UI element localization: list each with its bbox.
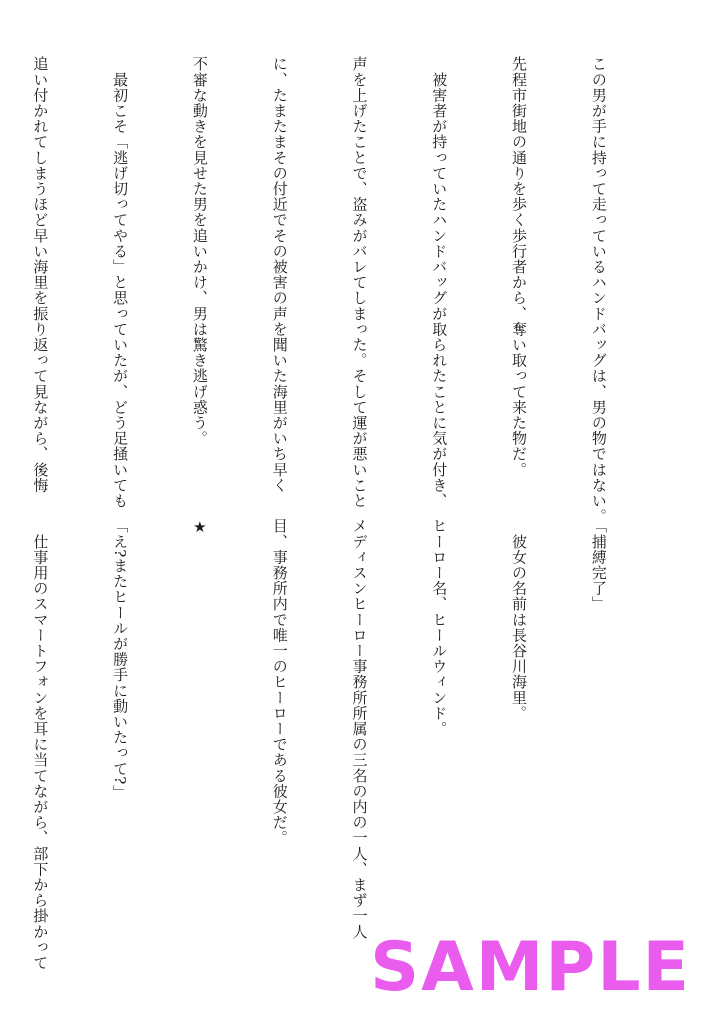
text-column: に、たまたまその付近でその被害の声を聞いた海里がいち早く: [270, 56, 289, 493]
section-separator-star: ★: [190, 518, 209, 537]
text-column: 仕事用のスマートフォンを耳に当てながら、部下から掛かって: [31, 518, 50, 971]
text-column: ヒーロー名、ヒールウィンド。: [430, 518, 449, 737]
text-column: 声を上げたことで、盗みがバレてしまった。そして運が悪いこと: [350, 56, 369, 509]
text-column: この男が手に持って走っているハンドバッグは、男の物ではない。: [589, 56, 608, 524]
text-column: 「え?またヒールが勝手に動いたって?」: [111, 518, 130, 801]
text-column: 「捕縛完了」: [589, 518, 608, 612]
text-column: 追い付かれてしまうほど早い海里を振り返って見ながら、後悔: [31, 56, 50, 493]
text-column: 目、事務所内で唯一のヒーローである彼女だ。: [270, 518, 289, 846]
text-column: 不審な動きを見せた男を追いかけ、男は驚き逃げ惑う。: [190, 56, 209, 446]
text-column: 最初こそ「逃げ切ってやる」と思っていたが、どう足掻いても: [111, 56, 130, 509]
sample-watermark: SAMPLE: [370, 928, 691, 1007]
text-column: メディスンヒーロー事務所所属の三名の内の一人、まず一人: [350, 518, 369, 940]
text-column: 先程市街地の通りを歩く歩行者から、奪い取って来た物だ。: [510, 56, 529, 478]
text-column: 被害者が持っていたハンドバッグが取られたことに気が付き、: [430, 56, 449, 509]
upper-text-block: [31, 56, 665, 524]
text-column: 彼女の名前は長谷川海里。: [510, 518, 529, 721]
